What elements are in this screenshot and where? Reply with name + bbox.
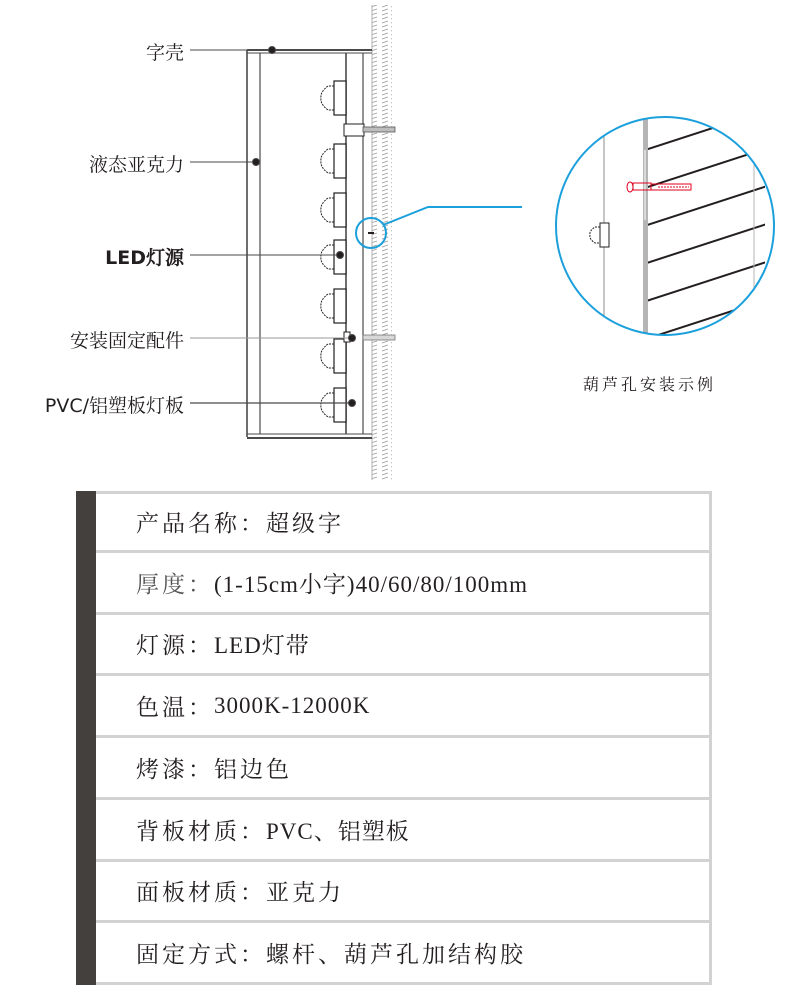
accent-bar — [76, 491, 96, 985]
spec-value: 螺杆、葫芦孔加结构胶 — [266, 942, 526, 969]
label-liquid-acrylic: 液态亚克力 — [88, 154, 184, 176]
leader-lines — [190, 47, 356, 407]
spec-key: 产品名称： — [136, 511, 266, 538]
spec-row-backboard-material — [96, 800, 712, 862]
led-modules — [321, 81, 346, 422]
letter-shell — [247, 50, 372, 438]
spec-row-thickness — [96, 553, 712, 615]
label-fixing-parts: 安装固定配件 — [69, 330, 184, 352]
spec-row-light-source — [96, 615, 712, 677]
label-led-source: LED灯源 — [105, 247, 184, 269]
spec-value: 亚克力 — [266, 880, 344, 907]
spec-rows — [96, 491, 712, 985]
spec-value: PVC、铝塑板 — [266, 818, 410, 844]
cross-section-diagram — [0, 0, 790, 480]
spec-value: 铝边色 — [214, 756, 292, 783]
spec-key: 色温： — [136, 695, 214, 722]
spec-row-color-temperature — [96, 676, 712, 738]
keyhole-detail-circle — [556, 100, 774, 360]
spec-key: 烤漆： — [136, 756, 214, 783]
detail-caption: 葫芦孔安装示例 — [583, 375, 717, 394]
label-backboard: PVC/铝塑板灯板 — [44, 395, 184, 417]
spec-row-paint — [96, 738, 712, 800]
spec-row-panel-material — [96, 862, 712, 924]
label-shell: 字壳 — [145, 42, 184, 64]
spec-value: 超级字 — [266, 511, 344, 538]
spec-key: 灯源： — [136, 633, 214, 660]
spec-value: (1-15cm小字)40/60/80/100mm — [214, 571, 529, 597]
spec-value: LED灯带 — [214, 633, 310, 659]
spec-key: 面板材质： — [136, 880, 266, 907]
spec-key: 固定方式： — [136, 942, 266, 969]
spec-row-fixing-method — [96, 923, 712, 985]
spec-key: 厚度： — [136, 571, 214, 598]
spec-row-product-name — [96, 491, 712, 553]
spec-value: 3000K-12000K — [214, 692, 371, 718]
spec-key: 背板材质： — [136, 818, 266, 845]
